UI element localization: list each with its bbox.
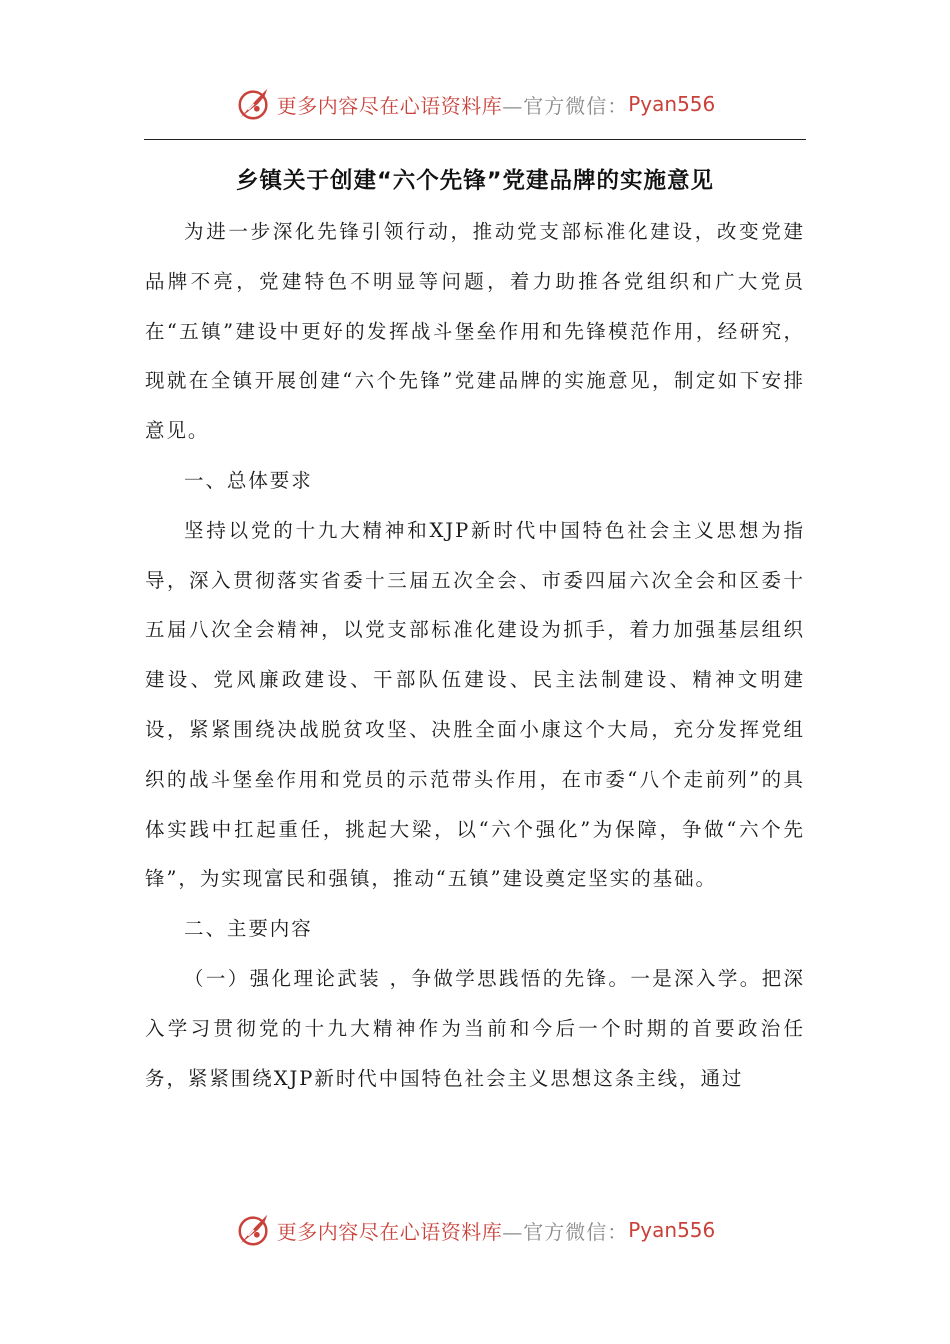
watermark-footer bbox=[0, 1208, 950, 1252]
intro-paragraph: 为进一步深化先锋引领行动，推动党支部标准化建设，改变党建品牌不亮，党建特色不明显等问题，着力助推各党组织和广大党员在“五镇”建设中更好的发挥战斗堡垒作用和先锋模范作用，经研究，现就在全镇开展创建“六个先锋”党建品牌的实施意见，制定如下安排意见。 bbox=[145, 220, 805, 443]
document-body bbox=[145, 207, 805, 1103]
main-content-paragraph: （一）强化理论武装 ，争做学思践悟的先锋。一是深入学。把深入学习贯彻党的十九大精神作为当前和今后一个时期的首要政治任务，紧紧围绕XJP新时代中国特色社会主义思想这条主线，通过 bbox=[145, 966, 805, 1090]
header-divider bbox=[144, 139, 806, 140]
watermark-wechat-label: —官方微信： bbox=[502, 1219, 629, 1244]
watermark-header bbox=[0, 82, 950, 126]
watermark-wechat-label: —官方微信： bbox=[502, 93, 629, 118]
quill-logo-icon bbox=[235, 85, 273, 123]
watermark-wechat-id: Pyan556 bbox=[628, 92, 716, 116]
quill-logo-icon bbox=[235, 1211, 273, 1249]
section-heading-main-content: 二、主要内容 bbox=[184, 917, 313, 941]
general-requirements-paragraph: 坚持以党的十九大精神和XJP新时代中国特色社会主义思想为指导，深入贯彻落实省委十三届五次全会、市委四届六次全会和区委十五届八次全会精神，以党支部标准化建设为抓手，着力加强基层组织建设、党风廉政建设、干部队伍建设、民主法制建设、精神文明建设，紧紧围绕决战脱贫攻坚、决胜全面小康这个大局，充分发挥党组织的战斗堡垒作用和党员的示范带头作用，在市委“八个走前列”的具体实践中扛起重任，挑起大梁，以“六个强化”为保障，争做“六个先锋”，为实现富民和强镇，推动“五镇”建设奠定坚实的基础。 bbox=[145, 518, 805, 891]
watermark-brand-text: 更多内容尽在心语资料库 bbox=[276, 1219, 503, 1244]
watermark-wechat-id: Pyan556 bbox=[628, 1218, 716, 1242]
document-title: 乡镇关于创建“六个先锋”党建品牌的实施意见 bbox=[235, 168, 715, 194]
watermark-brand-text: 更多内容尽在心语资料库 bbox=[276, 93, 503, 118]
section-heading-general-requirements: 一、总体要求 bbox=[184, 468, 313, 492]
